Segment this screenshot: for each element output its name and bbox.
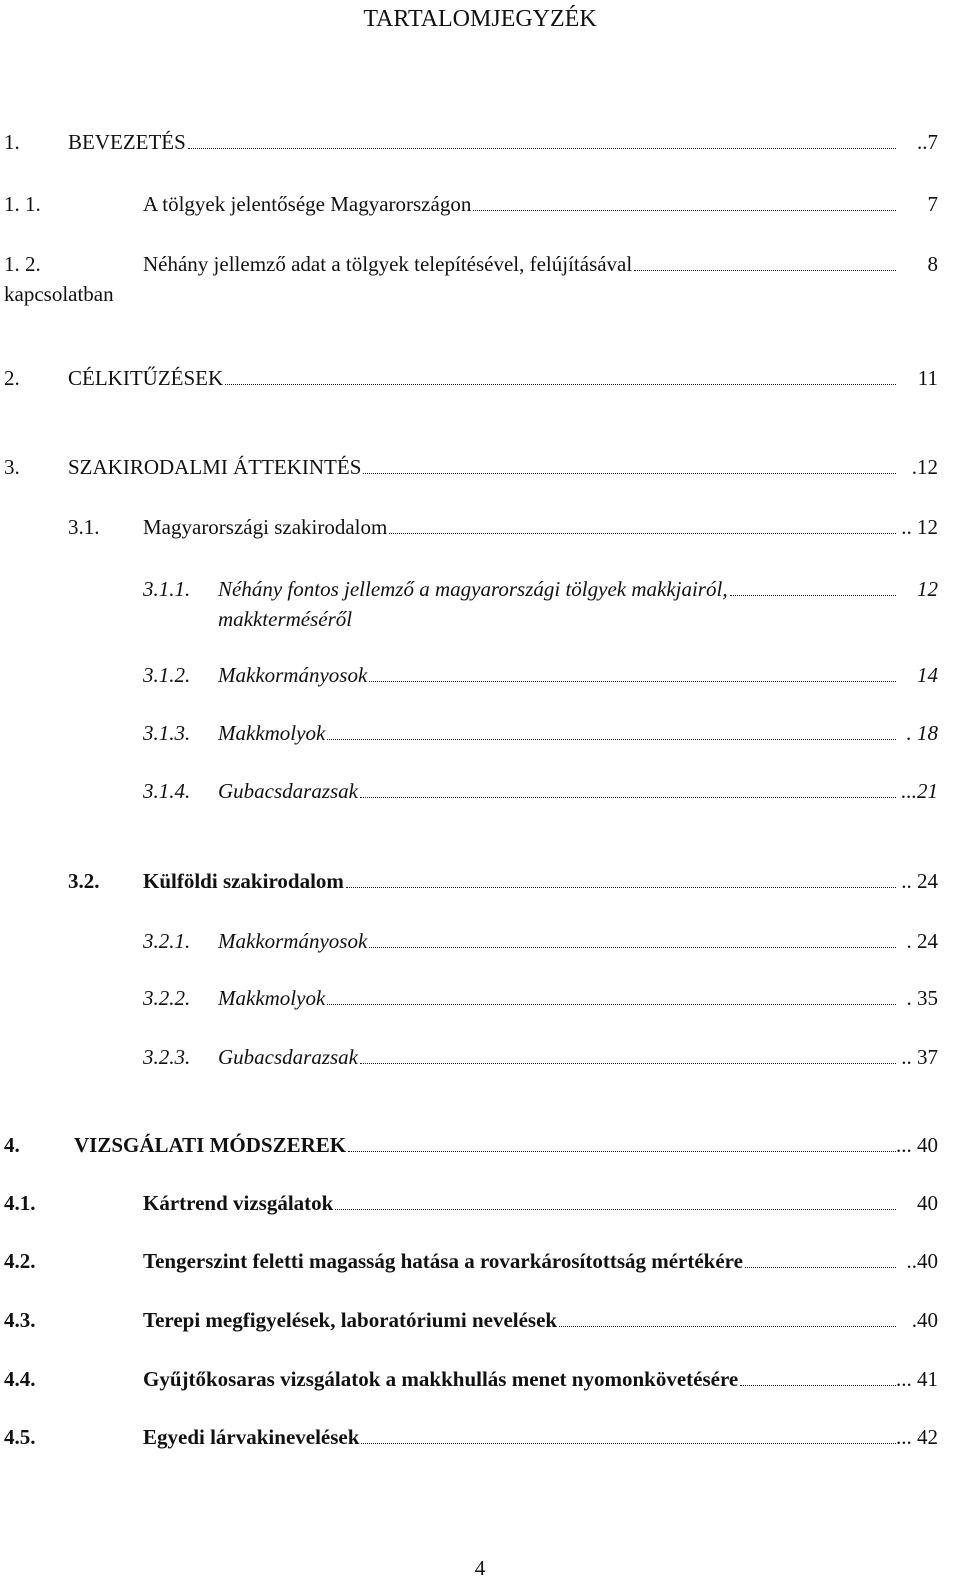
toc-entry-4-2[interactable] xyxy=(0,1246,960,1276)
toc-entry-3-1-1[interactable] xyxy=(0,574,960,631)
toc-entry-4-5[interactable] xyxy=(0,1422,960,1452)
dot-leader xyxy=(327,986,896,1005)
toc-entry-page: . 18 xyxy=(906,721,938,745)
dot-leader xyxy=(745,1249,896,1268)
dot-leader xyxy=(730,577,896,596)
toc-entry-number: 3.2.1. xyxy=(143,929,191,953)
toc-entry-number: 2. xyxy=(4,366,20,390)
toc-entry-page: 14 xyxy=(917,663,938,687)
page-number: 4 xyxy=(474,1556,486,1580)
dot-leader xyxy=(335,1191,896,1210)
toc-entry-3-1-4[interactable] xyxy=(0,776,960,806)
toc-entry-3-1-2[interactable] xyxy=(0,660,960,690)
toc-entry-text: Gubacsdarazsak xyxy=(218,1045,358,1069)
dot-leader xyxy=(369,663,896,682)
dot-leader xyxy=(348,1133,896,1152)
toc-entry-4-3[interactable] xyxy=(0,1305,960,1335)
toc-entry-page: .. 12 xyxy=(901,515,938,539)
toc-entry-text: Néhány jellemző adat a tölgyek telepítésével, felújításával xyxy=(143,252,633,276)
toc-entry-page: ... 41 xyxy=(896,1367,938,1391)
toc-entry-4-1[interactable] xyxy=(0,1188,960,1218)
toc-entry-page: . 24 xyxy=(906,929,938,953)
toc-entry-number: 3.1.2. xyxy=(143,663,191,687)
dot-leader xyxy=(559,1308,896,1327)
dot-leader xyxy=(188,130,896,149)
toc-entry-3-2[interactable] xyxy=(0,866,960,896)
toc-entry-number: 4.5. xyxy=(4,1425,36,1449)
dot-leader xyxy=(473,192,896,211)
toc-entry-number: 1. 1. xyxy=(4,192,41,216)
toc-entry-page: ... 40 xyxy=(896,1133,938,1157)
toc-entry-text: Gyűjtőkosaras vizsgálatok a makkhullás menet nyomonkövetésére xyxy=(143,1367,739,1391)
toc-entry-page: .. 24 xyxy=(901,869,938,893)
toc-entry-page: 40 xyxy=(917,1191,938,1215)
toc-entry-number: 3. xyxy=(4,455,20,479)
toc-entry-text-continued: kapcsolatban xyxy=(4,282,114,306)
toc-entry-page: ...21 xyxy=(901,779,938,803)
toc-entry-text: Külföldi szakirodalom xyxy=(143,869,344,893)
dot-leader xyxy=(225,366,896,385)
toc-entry-page: 8 xyxy=(927,252,938,276)
toc-entry-page: ... 42 xyxy=(896,1425,938,1449)
toc-entry-text: Néhány fontos jellemző a magyarországi tölgyek makkjairól, xyxy=(218,577,728,601)
toc-entry-text: Egyedi lárvakinevelések xyxy=(143,1425,360,1449)
toc-entry-text: Kártrend vizsgálatok xyxy=(143,1191,334,1215)
dot-leader xyxy=(389,515,896,534)
toc-entry-number: 4.1. xyxy=(4,1191,36,1215)
toc-entry-3-2-1[interactable] xyxy=(0,926,960,956)
toc-entry-page: ..40 xyxy=(906,1249,938,1273)
toc-entry-text: CÉLKITŰZÉSEK xyxy=(68,366,224,390)
toc-entry-number: 3.1.4. xyxy=(143,779,191,803)
toc-entry-number: 3.2.3. xyxy=(143,1045,191,1069)
toc-entry-text: Makkmolyok xyxy=(218,986,326,1010)
toc-entry-number: 1. 2. xyxy=(4,252,41,276)
toc-entry-text: Makkormányosok xyxy=(218,663,368,687)
toc-entry-4[interactable] xyxy=(0,1130,960,1160)
toc-entry-number: 3.2. xyxy=(68,869,100,893)
toc-entry-page: 7 xyxy=(927,192,938,216)
toc-entry-text-continued: makkterméséről xyxy=(218,607,353,631)
toc-title: TARTALOMJEGYZÉK xyxy=(363,6,597,32)
toc-entry-number: 4.4. xyxy=(4,1367,36,1391)
toc-entry-1[interactable] xyxy=(0,127,960,157)
dot-leader xyxy=(327,721,896,740)
toc-entry-text: SZAKIRODALMI ÁTTEKINTÉS xyxy=(68,455,362,479)
toc-entry-1-1[interactable] xyxy=(0,189,960,219)
dot-leader xyxy=(634,252,896,271)
toc-entry-page: 12 xyxy=(917,577,938,601)
toc-entry-text: Makkormányosok xyxy=(218,929,368,953)
toc-entry-3-1-3[interactable] xyxy=(0,718,960,748)
toc-entry-number: 4. xyxy=(4,1133,20,1157)
toc-entry-text: Magyarországi szakirodalom xyxy=(143,515,388,539)
dot-leader xyxy=(740,1367,896,1386)
dot-leader xyxy=(360,1045,896,1064)
toc-entry-page: .. 37 xyxy=(901,1045,938,1069)
toc-entry-number: 3.2.2. xyxy=(143,986,191,1010)
dot-leader xyxy=(363,455,896,474)
toc-entry-page: ..7 xyxy=(917,130,938,154)
toc-entry-number: 4.3. xyxy=(4,1308,36,1332)
toc-entry-2[interactable] xyxy=(0,363,960,393)
toc-entry-3-1[interactable] xyxy=(0,512,960,542)
toc-entry-page: .40 xyxy=(911,1308,938,1332)
toc-entry-text: Terepi megfigyelések, laboratóriumi nevelések xyxy=(143,1308,558,1332)
toc-entry-text: Makkmolyok xyxy=(218,721,326,745)
dot-leader xyxy=(361,1425,896,1444)
toc-entry-text: Gubacsdarazsak xyxy=(218,779,358,803)
toc-entry-1-2[interactable] xyxy=(0,249,960,306)
toc-entry-text: A tölgyek jelentősége Magyarországon xyxy=(143,192,472,216)
toc-entry-page: .12 xyxy=(911,455,938,479)
toc-entry-number: 3.1.3. xyxy=(143,721,191,745)
toc-entry-page: 11 xyxy=(917,366,938,390)
toc-entry-4-4[interactable] xyxy=(0,1364,960,1394)
toc-entry-text: BEVEZETÉS xyxy=(68,130,186,154)
toc-entry-text: Tengerszint feletti magasság hatása a rovarkárosítottság mértékére xyxy=(143,1249,743,1273)
toc-entry-number: 3.1. xyxy=(68,515,100,539)
dot-leader xyxy=(360,779,896,798)
dot-leader xyxy=(346,869,896,888)
toc-entry-3[interactable] xyxy=(0,452,960,482)
toc-entry-3-2-3[interactable] xyxy=(0,1042,960,1072)
toc-entry-text: VIZSGÁLATI MÓDSZEREK xyxy=(74,1133,347,1157)
toc-entry-3-2-2[interactable] xyxy=(0,983,960,1013)
dot-leader xyxy=(369,929,896,948)
toc-entry-number: 4.2. xyxy=(4,1249,36,1273)
toc-entry-number: 1. xyxy=(4,130,20,154)
toc-entry-number: 3.1.1. xyxy=(143,577,191,601)
toc-entry-page: . 35 xyxy=(906,986,938,1010)
